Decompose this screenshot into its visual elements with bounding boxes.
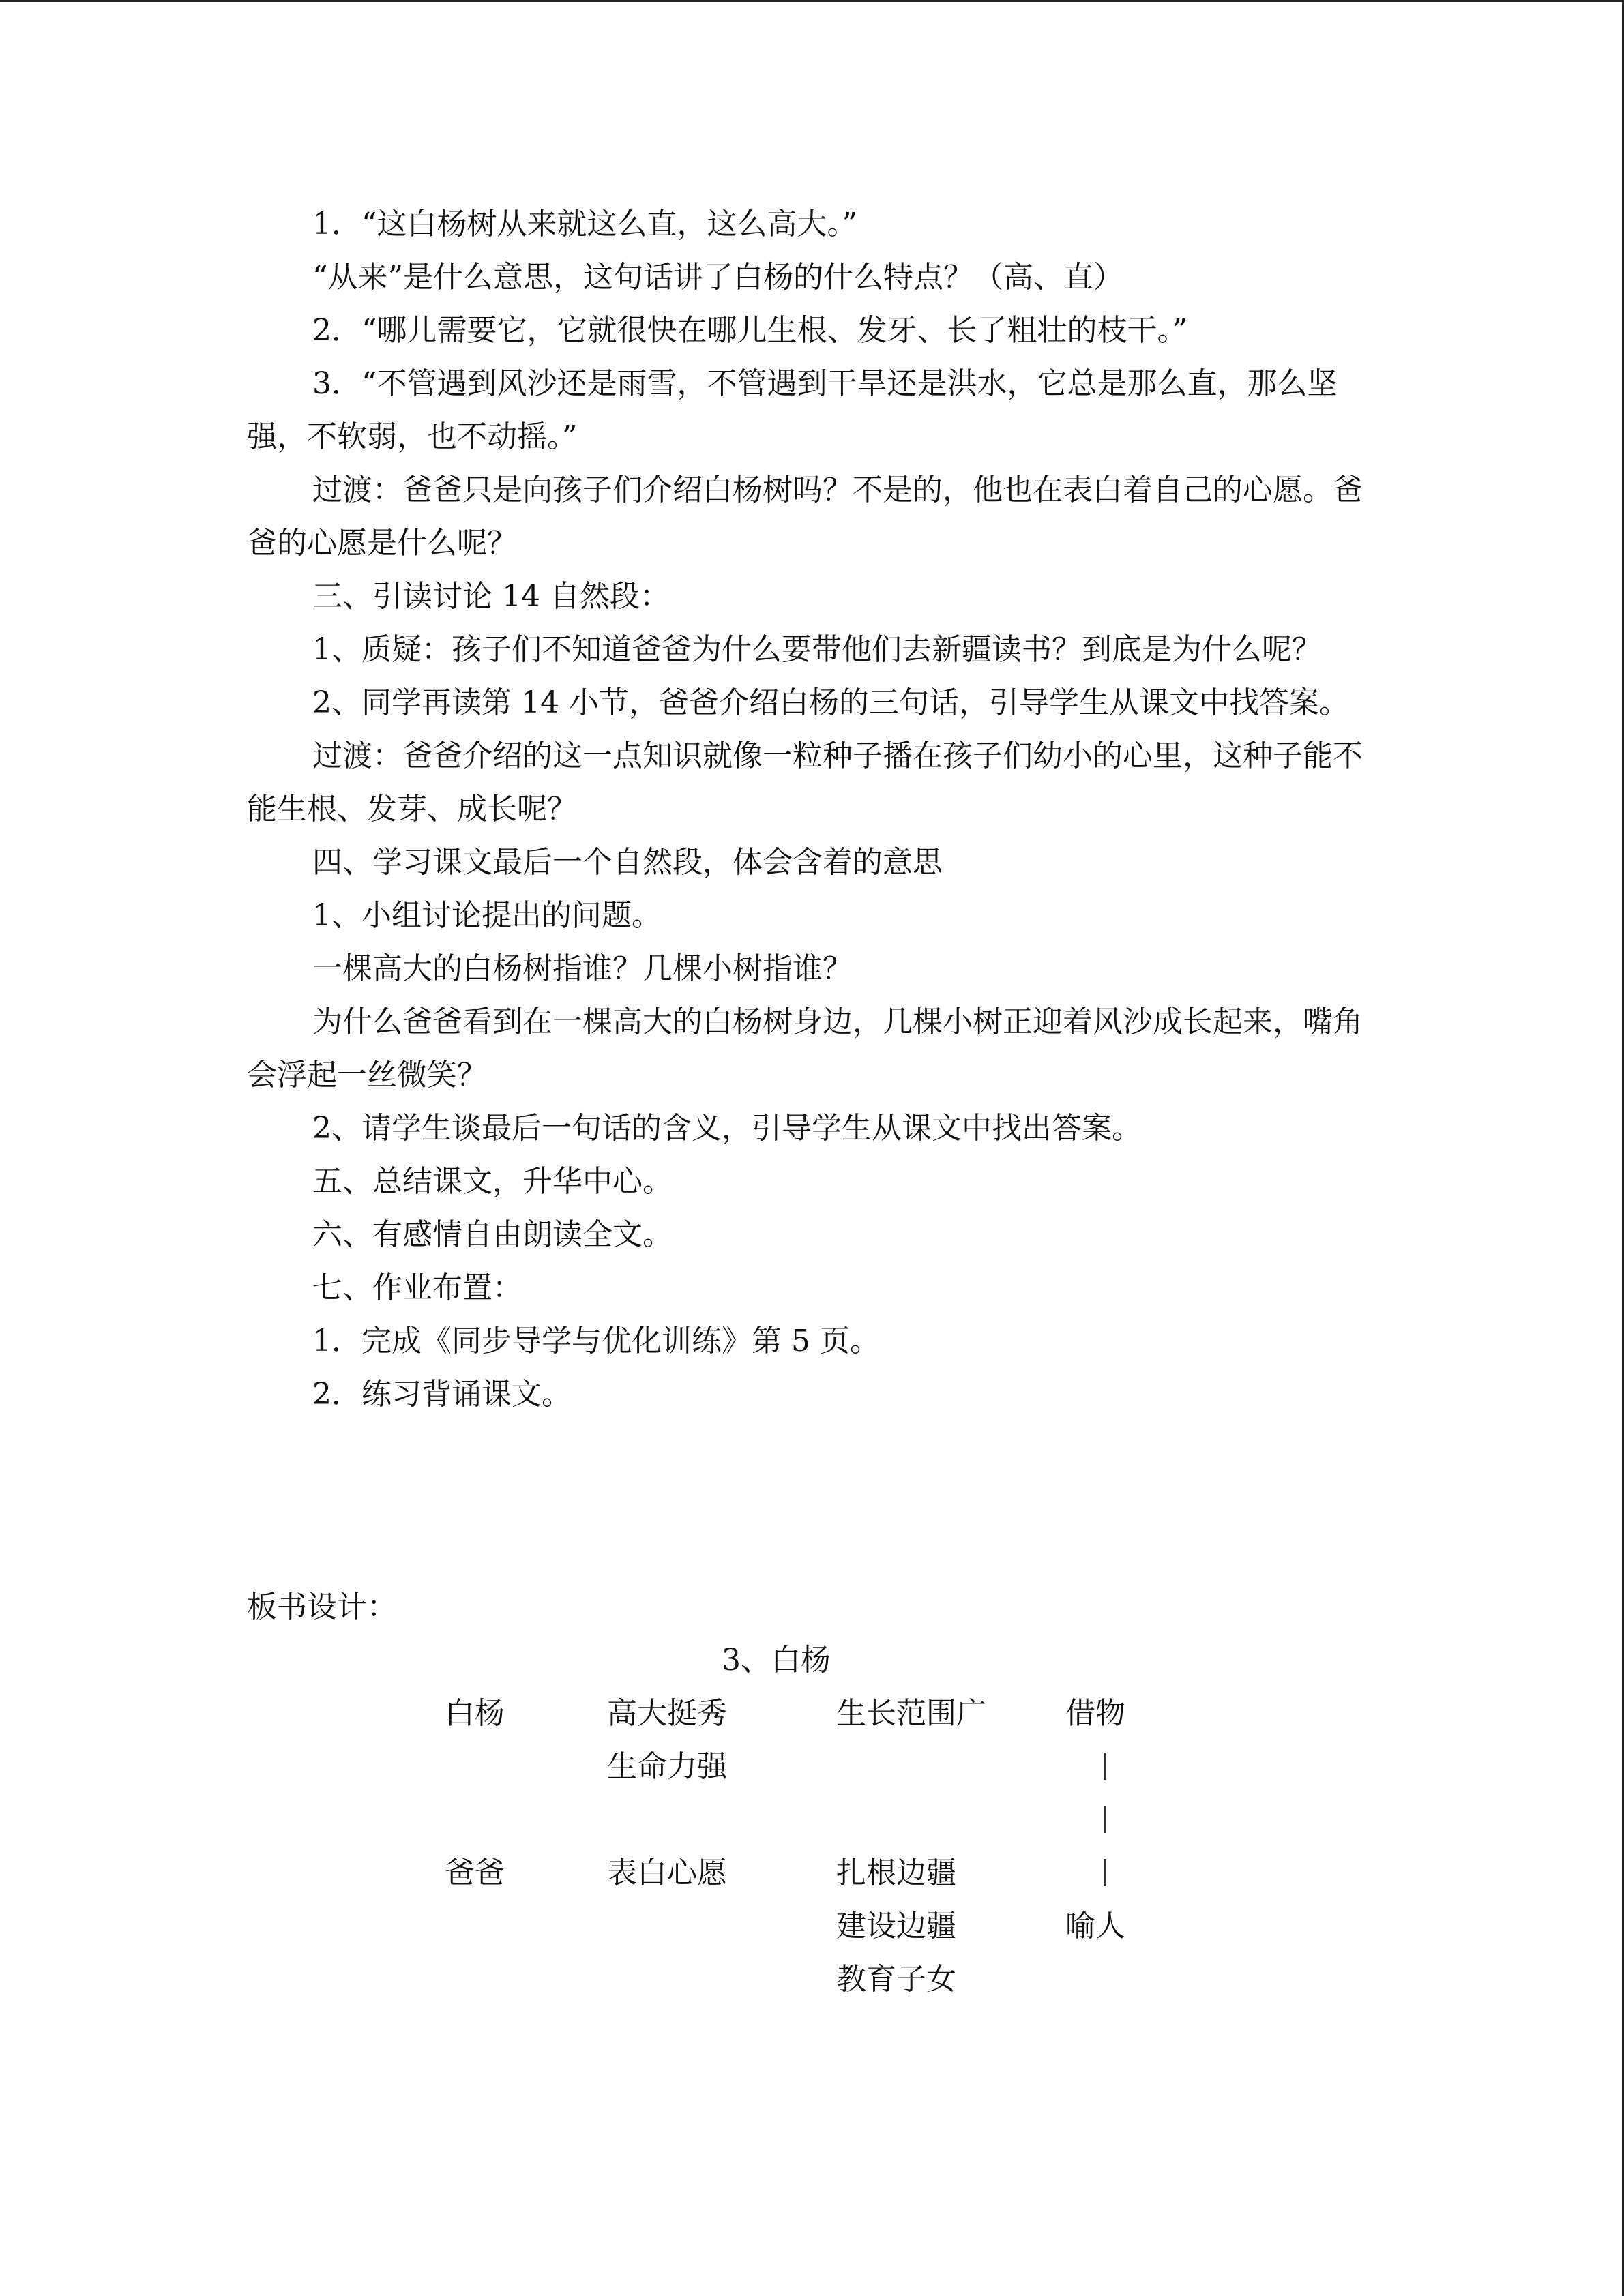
paragraph-9: 过渡：爸爸介绍的这一点知识就像一粒种子播在孩子们幼小的心里，这种子能不能生根、发芽、成长呢？ — [247, 739, 1363, 826]
board-wish-educate: 教育子女 — [836, 1962, 956, 1997]
paragraph-8: 2、同学再读第 14 小节，爸爸介绍白杨的三句话，引导学生从课文中找答案。 — [312, 685, 1349, 720]
board-trait-tall: 高大挺秀 — [607, 1696, 727, 1731]
board-method-object: 借物 — [1065, 1696, 1125, 1731]
board-trait-wish: 表白心愿 — [607, 1855, 727, 1890]
paragraph-2: “从来”是什么意思，这句话讲了白杨的什么特点？（高、直） — [312, 260, 1123, 295]
homework-item-2: 2．练习背诵课文。 — [312, 1377, 572, 1412]
board-subject-father: 爸爸 — [445, 1855, 505, 1890]
paragraph-4: 3．“不管遇到风沙还是雨雪，不管遇到干旱还是洪水，它总是那么直，那么坚强，不软弱，也不动摇。” — [247, 366, 1338, 454]
board-design-heading: 板书设计： — [247, 1590, 397, 1624]
homework-item-1: 1．完成《同步导学与优化训练》第 5 页。 — [312, 1324, 880, 1358]
board-subject-poplar: 白杨 — [445, 1696, 505, 1731]
section-heading-7: 七、作业布置： — [312, 1270, 522, 1305]
paragraph-13: 为什么爸爸看到在一棵高大的白杨树身边，几棵小树正迎着风沙成长起来，嘴角会浮起一丝微笑？ — [247, 1004, 1363, 1092]
section-heading-6: 六、有感情自由朗读全文。 — [312, 1217, 673, 1252]
board-wish-root: 扎根边疆 — [836, 1855, 956, 1890]
paragraph-14: 2、请学生谈最后一句话的含义，引导学生从课文中找出答案。 — [312, 1111, 1142, 1146]
section-heading-3: 三、引读讨论 14 自然段： — [312, 579, 670, 614]
paragraph-1: 1．“这白杨树从来就这么直，这么高大。” — [312, 207, 857, 241]
board-title: 3、白杨 — [722, 1643, 831, 1678]
board-trait-wide-range: 生长范围广 — [836, 1696, 986, 1731]
section-heading-5: 五、总结课文，升华中心。 — [312, 1164, 673, 1199]
paragraph-11: 1、小组讨论提出的问题。 — [312, 898, 662, 933]
board-connector-line-3 — [1104, 1859, 1106, 1886]
paragraph-12: 一棵高大的白杨树指谁？几棵小树指谁？ — [312, 951, 853, 986]
paragraph-5: 过渡：爸爸只是向孩子们介绍白杨树吗？不是的，他也在表白着自己的心愿。爸爸的心愿是什么呢？ — [247, 473, 1363, 561]
board-connector-line-2 — [1104, 1806, 1106, 1833]
board-method-person: 喻人 — [1065, 1909, 1125, 1943]
paragraph-3: 2．“哪儿需要它，它就很快在哪儿生根、发牙、长了粗壮的枝干。” — [312, 313, 1187, 348]
board-connector-line-1 — [1104, 1753, 1106, 1780]
paragraph-7: 1、质疑：孩子们不知道爸爸为什么要带他们去新疆读书？到底是为什么呢？ — [312, 632, 1322, 667]
board-trait-vitality: 生命力强 — [607, 1749, 727, 1784]
section-heading-4: 四、学习课文最后一个自然段，体会含着的意思 — [312, 845, 943, 880]
board-wish-build: 建设边疆 — [836, 1909, 956, 1943]
